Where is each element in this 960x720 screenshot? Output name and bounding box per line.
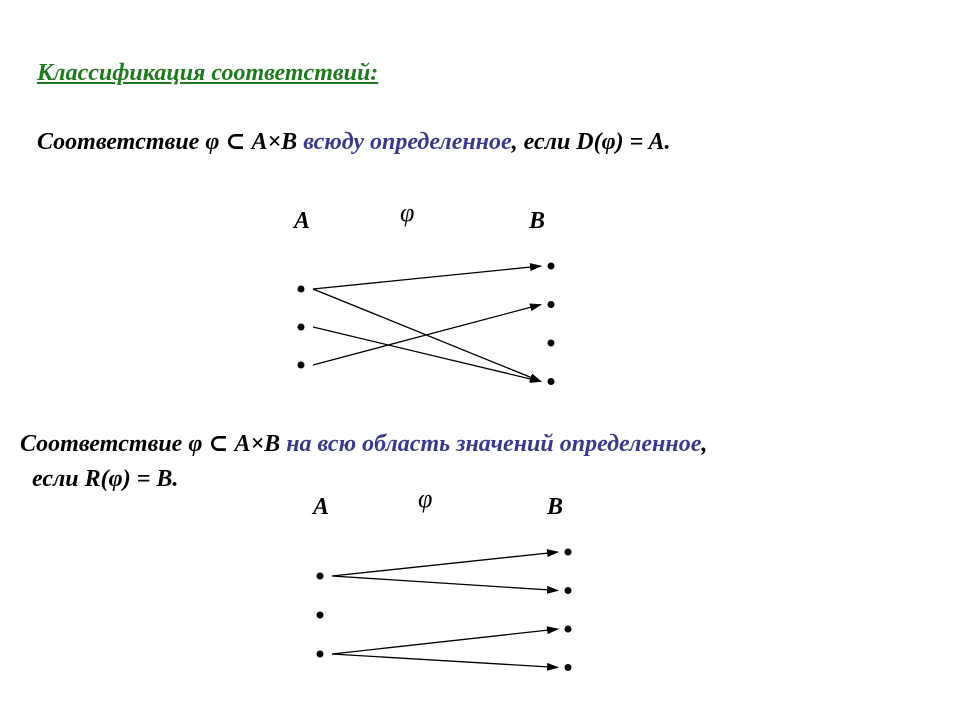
term-total: всюду определенное (303, 129, 512, 155)
condition-end: ) = B. (122, 466, 179, 492)
diagram1-label-phi: φ (400, 198, 415, 227)
diagram1-point-b4 (548, 378, 555, 385)
phi-symbol: φ (108, 466, 123, 492)
phi-symbol: φ (205, 129, 220, 155)
diagram1-arrow-1 (313, 266, 541, 289)
diagram2-arrow-3 (332, 629, 558, 654)
definition-surjective-suffix: , (701, 431, 708, 457)
diagram2-label-b: B (547, 494, 564, 520)
diagram1-point-b2 (548, 301, 555, 308)
diagram1 (298, 263, 555, 386)
subset-symbol: ⊂ (219, 129, 252, 155)
subset-symbol: ⊂ (202, 431, 235, 457)
definition-total-end: ) = A. (615, 129, 671, 155)
phi-symbol: φ (601, 129, 616, 155)
section-heading: Классификация соответствий: (37, 60, 379, 86)
diagram2-label-phi: φ (418, 484, 433, 513)
phi-symbol: φ (188, 431, 203, 457)
diagram2 (317, 549, 572, 672)
diagram1-point-b1 (548, 263, 555, 270)
condition-prefix: если R( (32, 466, 109, 492)
diagram1-label-a: A (294, 208, 311, 234)
diagram2-arrow-2 (332, 576, 558, 591)
diagram2-point-a1 (317, 573, 324, 580)
diagram1-point-a2 (298, 324, 305, 331)
diagram2-point-b1 (565, 549, 572, 556)
diagram2-point-a2 (317, 612, 324, 619)
diagram1-point-a1 (298, 286, 305, 293)
cartesian-product: A×B (234, 431, 287, 457)
cartesian-product: A×B (251, 129, 304, 155)
term-surjective: на всю область значений определенное (286, 431, 702, 457)
diagram2-label-a: A (313, 494, 330, 520)
diagram2-arrow-4 (332, 654, 558, 668)
diagram1-label-b: B (529, 208, 546, 234)
definition-surjective-prefix: Соответствие (20, 431, 189, 457)
diagram1-point-b3 (548, 340, 555, 347)
definition-total-prefix: Соответствие (37, 129, 206, 155)
definition-total-suffix: , если D( (511, 129, 602, 155)
diagram2-point-b2 (565, 587, 572, 594)
diagram1-point-a3 (298, 362, 305, 369)
diagram2-arrow-1 (332, 552, 558, 576)
diagram2-point-b3 (565, 626, 572, 633)
diagram2-point-b4 (565, 664, 572, 671)
diagram2-point-a3 (317, 651, 324, 658)
